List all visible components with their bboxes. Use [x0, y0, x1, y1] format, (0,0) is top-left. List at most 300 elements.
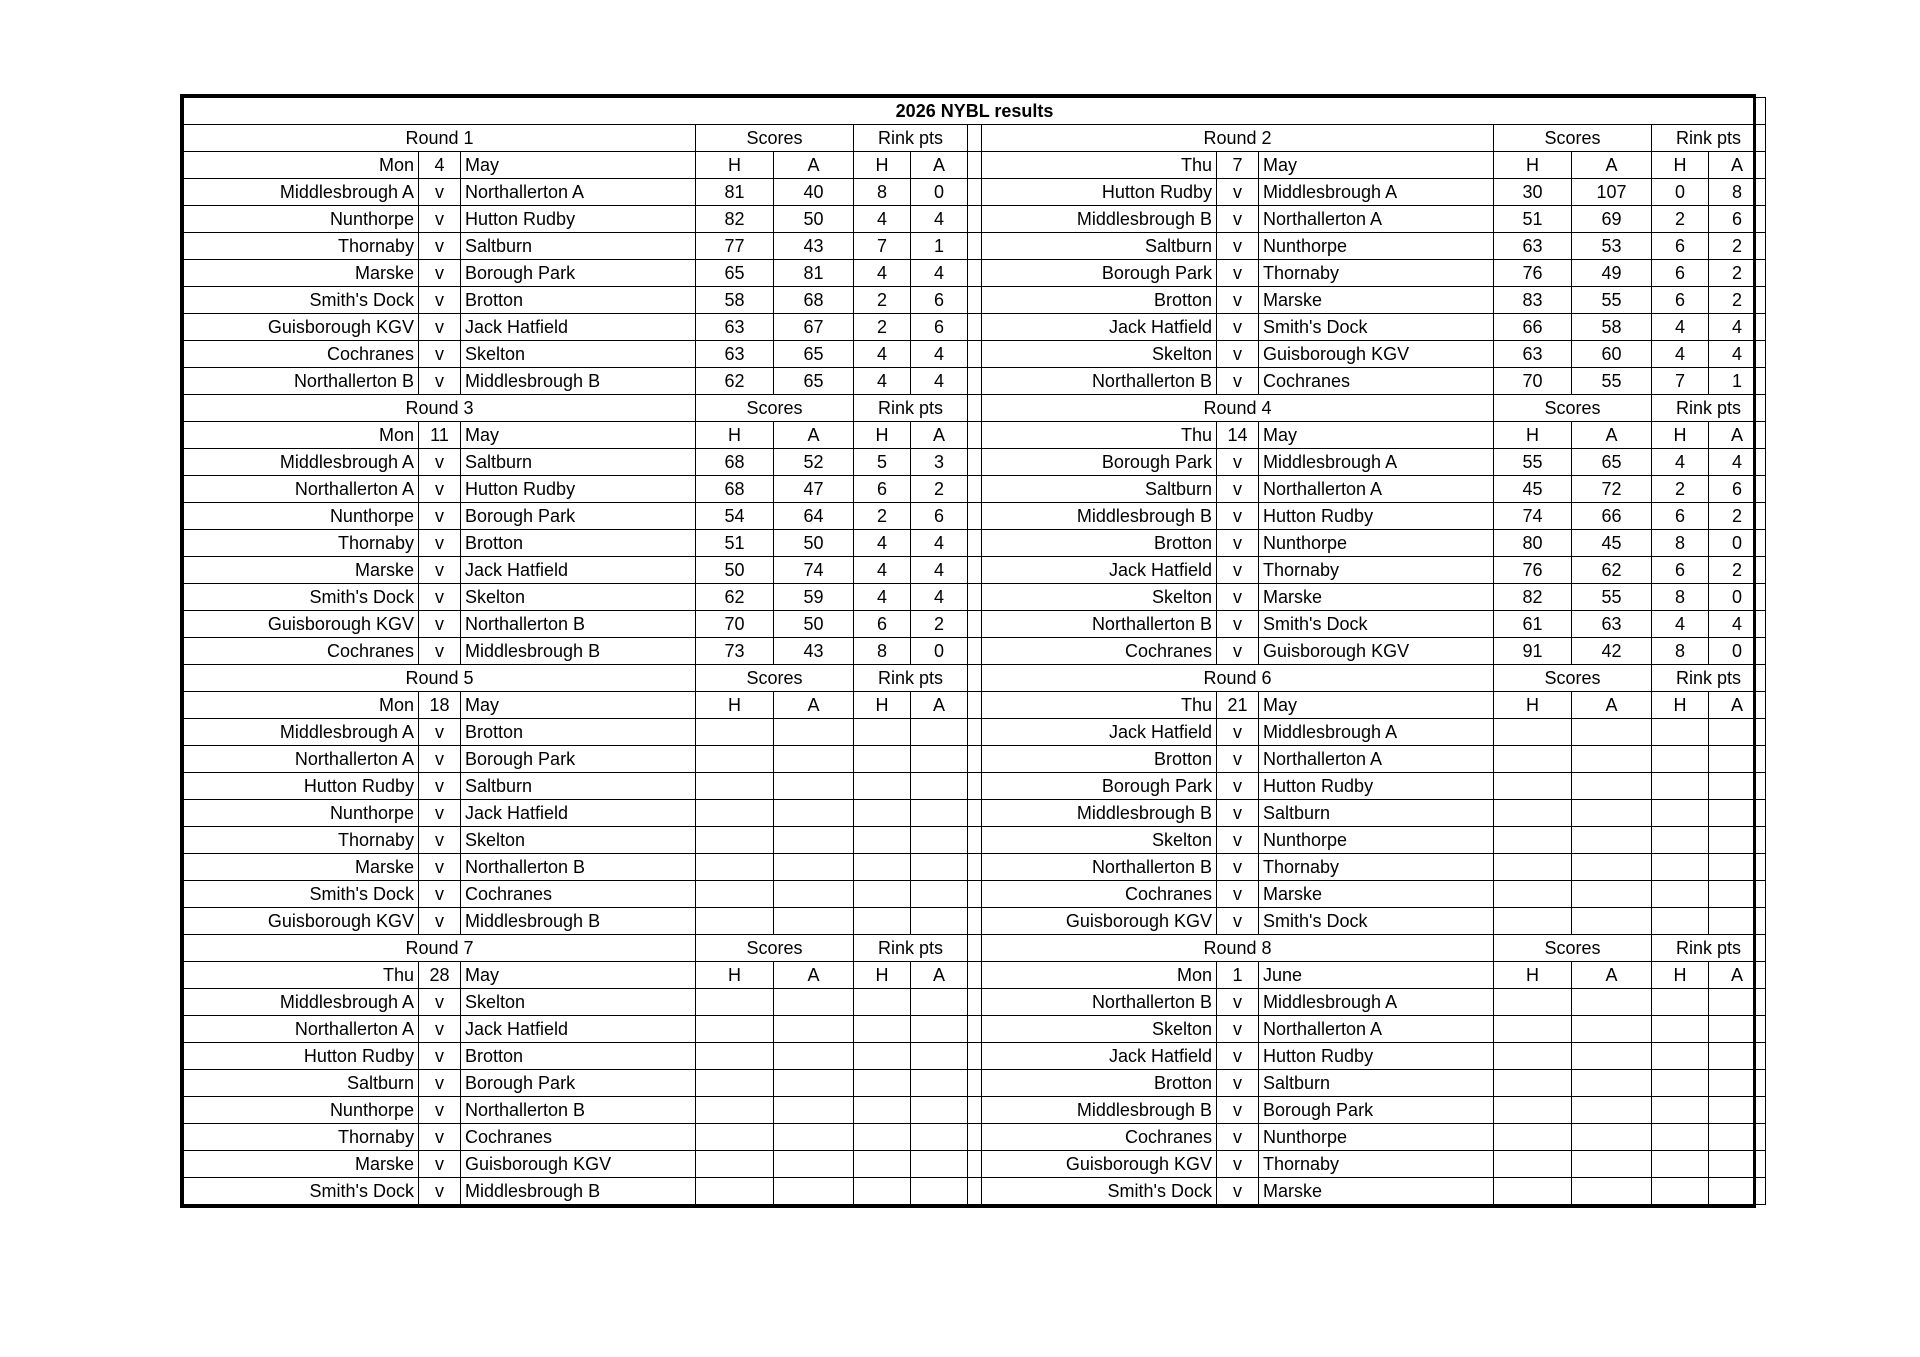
away-score: 67 [774, 314, 854, 341]
results-body [184, 98, 1766, 1205]
away-score [774, 1043, 854, 1070]
home-rink-pts: 6 [1652, 260, 1709, 287]
column-gap [968, 341, 982, 368]
home-team: Northallerton B [184, 368, 419, 395]
home-rink-pts [1652, 746, 1709, 773]
versus: v [1217, 746, 1259, 773]
home-rink-pts: 5 [854, 449, 911, 476]
home-score [1494, 827, 1572, 854]
away-team: Nunthorpe [1259, 1124, 1494, 1151]
away-rink-pts [1709, 854, 1766, 881]
away-team: Hutton Rudby [1259, 503, 1494, 530]
column-gap [968, 989, 982, 1016]
column-gap [968, 1178, 982, 1205]
away-score [1572, 800, 1652, 827]
away-rink-pts: 6 [911, 314, 968, 341]
column-gap [968, 719, 982, 746]
versus: v [419, 233, 461, 260]
away-team: Hutton Rudby [1259, 1043, 1494, 1070]
home-rink-pts: 6 [854, 476, 911, 503]
home-rink-pts: 4 [854, 206, 911, 233]
match-row [184, 341, 1766, 368]
home-score: 82 [696, 206, 774, 233]
home-team: Smith's Dock [184, 1178, 419, 1205]
rink-pts-header: Rink pts [1652, 395, 1766, 422]
away-score: 68 [774, 287, 854, 314]
column-gap [968, 881, 982, 908]
home-score [1494, 908, 1572, 935]
match-row [184, 773, 1766, 800]
home-score [696, 1016, 774, 1043]
home-rink-pts: 4 [854, 341, 911, 368]
round-header-row [184, 935, 1766, 962]
away-rink-pts [911, 1070, 968, 1097]
rink-home-label: H [854, 692, 911, 719]
home-score: 74 [1494, 503, 1572, 530]
sheet-title: 2026 NYBL results [184, 98, 1766, 125]
versus: v [419, 1178, 461, 1205]
away-rink-pts [1709, 746, 1766, 773]
scores-header: Scores [1494, 935, 1652, 962]
versus: v [1217, 179, 1259, 206]
versus: v [1217, 584, 1259, 611]
column-gap [968, 233, 982, 260]
match-row [184, 854, 1766, 881]
away-rink-pts: 4 [911, 368, 968, 395]
home-rink-pts: 4 [1652, 449, 1709, 476]
versus: v [1217, 989, 1259, 1016]
rink-pts-header: Rink pts [854, 935, 968, 962]
home-team: Saltburn [184, 1070, 419, 1097]
home-score: 50 [696, 557, 774, 584]
home-team: Hutton Rudby [184, 1043, 419, 1070]
away-rink-pts [911, 1016, 968, 1043]
versus: v [419, 1124, 461, 1151]
rink-away-label: A [911, 422, 968, 449]
home-team: Brotton [982, 746, 1217, 773]
scores-away-label: A [774, 152, 854, 179]
home-team: Smith's Dock [184, 584, 419, 611]
column-gap [968, 125, 982, 152]
scores-away-label: A [774, 962, 854, 989]
column-gap [968, 908, 982, 935]
rink-away-label: A [911, 962, 968, 989]
away-team: Jack Hatfield [461, 1016, 696, 1043]
home-team: Thornaby [184, 530, 419, 557]
away-rink-pts [1709, 1043, 1766, 1070]
rink-away-label: A [1709, 422, 1766, 449]
away-team: Marske [1259, 584, 1494, 611]
home-score [696, 1124, 774, 1151]
versus: v [419, 179, 461, 206]
round-month: May [1259, 152, 1494, 179]
match-row [184, 287, 1766, 314]
away-score: 107 [1572, 179, 1652, 206]
date-row [184, 422, 1766, 449]
home-team: Guisborough KGV [982, 1151, 1217, 1178]
away-score: 52 [774, 449, 854, 476]
round-header-row [184, 395, 1766, 422]
versus: v [1217, 233, 1259, 260]
versus: v [1217, 638, 1259, 665]
column-gap [968, 584, 982, 611]
home-score [696, 746, 774, 773]
away-rink-pts [911, 908, 968, 935]
away-team: Smith's Dock [1259, 611, 1494, 638]
match-row [184, 1016, 1766, 1043]
round-title: Round 6 [982, 665, 1494, 692]
away-rink-pts: 6 [911, 287, 968, 314]
match-row [184, 800, 1766, 827]
home-team: Brotton [982, 530, 1217, 557]
away-team: Hutton Rudby [461, 206, 696, 233]
away-rink-pts [911, 800, 968, 827]
match-row [184, 179, 1766, 206]
away-team: Nunthorpe [1259, 827, 1494, 854]
home-team: Jack Hatfield [982, 557, 1217, 584]
round-date: 1 [1217, 962, 1259, 989]
home-rink-pts: 8 [854, 638, 911, 665]
column-gap [968, 476, 982, 503]
away-rink-pts: 4 [1709, 341, 1766, 368]
round-date: 14 [1217, 422, 1259, 449]
home-rink-pts [854, 1016, 911, 1043]
match-row [184, 827, 1766, 854]
away-team: Jack Hatfield [461, 800, 696, 827]
home-rink-pts [1652, 773, 1709, 800]
column-gap [968, 773, 982, 800]
versus: v [1217, 1124, 1259, 1151]
column-gap [968, 611, 982, 638]
rink-home-label: H [1652, 692, 1709, 719]
column-gap [968, 152, 982, 179]
away-team: Saltburn [1259, 800, 1494, 827]
home-score: 63 [696, 314, 774, 341]
away-score [774, 908, 854, 935]
away-rink-pts [1709, 908, 1766, 935]
match-row [184, 908, 1766, 935]
round-month: May [461, 422, 696, 449]
away-score: 58 [1572, 314, 1652, 341]
home-rink-pts [854, 1043, 911, 1070]
away-score [1572, 1070, 1652, 1097]
home-team: Guisborough KGV [184, 314, 419, 341]
away-rink-pts: 2 [1709, 260, 1766, 287]
home-score: 77 [696, 233, 774, 260]
column-gap [968, 530, 982, 557]
home-rink-pts [1652, 1070, 1709, 1097]
home-rink-pts: 4 [854, 530, 911, 557]
away-score: 50 [774, 206, 854, 233]
home-team: Cochranes [982, 881, 1217, 908]
round-title: Round 1 [184, 125, 696, 152]
match-row [184, 1178, 1766, 1205]
away-rink-pts [1709, 1178, 1766, 1205]
column-gap [968, 1151, 982, 1178]
away-rink-pts [1709, 800, 1766, 827]
away-score: 45 [1572, 530, 1652, 557]
home-team: Middlesbrough A [184, 449, 419, 476]
scores-home-label: H [696, 692, 774, 719]
home-score: 76 [1494, 557, 1572, 584]
home-score: 51 [696, 530, 774, 557]
scores-header: Scores [1494, 125, 1652, 152]
round-title: Round 8 [982, 935, 1494, 962]
away-team: Thornaby [1259, 1151, 1494, 1178]
away-team: Hutton Rudby [461, 476, 696, 503]
away-score: 63 [1572, 611, 1652, 638]
home-score: 68 [696, 449, 774, 476]
home-score: 65 [696, 260, 774, 287]
home-team: Thornaby [184, 233, 419, 260]
match-row [184, 233, 1766, 260]
away-team: Northallerton A [1259, 1016, 1494, 1043]
away-score [774, 1016, 854, 1043]
home-rink-pts: 8 [1652, 530, 1709, 557]
away-rink-pts [911, 1124, 968, 1151]
versus: v [1217, 557, 1259, 584]
away-team: Saltburn [461, 773, 696, 800]
versus: v [1217, 611, 1259, 638]
home-rink-pts [854, 773, 911, 800]
rink-pts-header: Rink pts [1652, 935, 1766, 962]
away-team: Borough Park [461, 746, 696, 773]
results-table [183, 97, 1766, 1205]
away-team: Jack Hatfield [461, 314, 696, 341]
versus: v [419, 989, 461, 1016]
scores-home-label: H [696, 962, 774, 989]
away-rink-pts [911, 1097, 968, 1124]
away-rink-pts: 4 [911, 530, 968, 557]
column-gap [968, 179, 982, 206]
away-team: Thornaby [1259, 557, 1494, 584]
home-score [696, 1070, 774, 1097]
home-score [696, 1151, 774, 1178]
away-score: 64 [774, 503, 854, 530]
away-team: Northallerton B [461, 1097, 696, 1124]
away-score [774, 881, 854, 908]
away-team: Saltburn [461, 233, 696, 260]
away-team: Brotton [461, 719, 696, 746]
round-date: 11 [419, 422, 461, 449]
scores-away-label: A [774, 422, 854, 449]
column-gap [968, 206, 982, 233]
round-day: Mon [982, 962, 1217, 989]
home-score: 58 [696, 287, 774, 314]
scores-header: Scores [696, 395, 854, 422]
home-score: 45 [1494, 476, 1572, 503]
away-team: Skelton [461, 584, 696, 611]
round-day: Thu [184, 962, 419, 989]
away-team: Saltburn [461, 449, 696, 476]
away-score [1572, 854, 1652, 881]
home-team: Borough Park [982, 773, 1217, 800]
versus: v [419, 314, 461, 341]
match-row [184, 368, 1766, 395]
versus: v [1217, 287, 1259, 314]
away-team: Skelton [461, 827, 696, 854]
away-score [1572, 1151, 1652, 1178]
home-rink-pts [854, 719, 911, 746]
home-team: Marske [184, 1151, 419, 1178]
away-team: Middlesbrough A [1259, 179, 1494, 206]
versus: v [1217, 1097, 1259, 1124]
away-score [1572, 1097, 1652, 1124]
away-team: Middlesbrough B [461, 908, 696, 935]
home-score [1494, 746, 1572, 773]
scores-home-label: H [1494, 422, 1572, 449]
match-row [184, 584, 1766, 611]
round-day: Thu [982, 422, 1217, 449]
away-team: Smith's Dock [1259, 314, 1494, 341]
home-score: 62 [696, 584, 774, 611]
away-rink-pts: 4 [911, 260, 968, 287]
home-team: Cochranes [184, 638, 419, 665]
away-score: 43 [774, 638, 854, 665]
home-rink-pts: 2 [1652, 206, 1709, 233]
scores-home-label: H [696, 422, 774, 449]
versus: v [419, 827, 461, 854]
versus: v [419, 1097, 461, 1124]
away-rink-pts: 6 [911, 503, 968, 530]
home-team: Nunthorpe [184, 206, 419, 233]
away-score: 66 [1572, 503, 1652, 530]
away-rink-pts [911, 854, 968, 881]
away-team: Middlesbrough B [461, 638, 696, 665]
column-gap [968, 422, 982, 449]
match-row [184, 314, 1766, 341]
home-rink-pts [854, 1178, 911, 1205]
home-team: Hutton Rudby [184, 773, 419, 800]
versus: v [419, 530, 461, 557]
home-team: Saltburn [982, 233, 1217, 260]
home-team: Northallerton B [982, 989, 1217, 1016]
home-rink-pts [1652, 719, 1709, 746]
date-row [184, 152, 1766, 179]
home-score [1494, 989, 1572, 1016]
rink-pts-header: Rink pts [1652, 665, 1766, 692]
home-rink-pts: 2 [854, 314, 911, 341]
away-team: Brotton [461, 530, 696, 557]
versus: v [1217, 341, 1259, 368]
home-score: 81 [696, 179, 774, 206]
home-rink-pts [1652, 881, 1709, 908]
away-team: Northallerton A [1259, 206, 1494, 233]
home-score: 68 [696, 476, 774, 503]
home-rink-pts [854, 746, 911, 773]
scores-header: Scores [1494, 395, 1652, 422]
round-day: Mon [184, 422, 419, 449]
versus: v [1217, 260, 1259, 287]
home-rink-pts: 6 [1652, 557, 1709, 584]
away-team: Marske [1259, 287, 1494, 314]
versus: v [1217, 314, 1259, 341]
column-gap [968, 557, 982, 584]
away-score: 43 [774, 233, 854, 260]
home-score [1494, 719, 1572, 746]
away-team: Brotton [461, 1043, 696, 1070]
away-rink-pts [1709, 1151, 1766, 1178]
scores-away-label: A [1572, 422, 1652, 449]
versus: v [1217, 827, 1259, 854]
match-row [184, 476, 1766, 503]
versus: v [419, 449, 461, 476]
away-score [774, 989, 854, 1016]
away-team: Borough Park [461, 503, 696, 530]
home-rink-pts: 4 [1652, 341, 1709, 368]
away-rink-pts: 3 [911, 449, 968, 476]
home-rink-pts: 2 [854, 287, 911, 314]
match-row [184, 881, 1766, 908]
match-row [184, 530, 1766, 557]
home-team: Cochranes [982, 1124, 1217, 1151]
home-rink-pts [1652, 1016, 1709, 1043]
column-gap [968, 1070, 982, 1097]
home-rink-pts [1652, 854, 1709, 881]
away-score: 55 [1572, 368, 1652, 395]
away-team: Thornaby [1259, 854, 1494, 881]
column-gap [968, 827, 982, 854]
rink-home-label: H [1652, 422, 1709, 449]
rink-home-label: H [854, 152, 911, 179]
home-team: Smith's Dock [184, 881, 419, 908]
away-score [1572, 881, 1652, 908]
away-score: 65 [774, 341, 854, 368]
away-score: 42 [1572, 638, 1652, 665]
away-score: 65 [774, 368, 854, 395]
away-team: Cochranes [461, 1124, 696, 1151]
home-rink-pts: 4 [1652, 314, 1709, 341]
home-score: 73 [696, 638, 774, 665]
match-row [184, 1070, 1766, 1097]
home-score [1494, 1016, 1572, 1043]
away-score: 81 [774, 260, 854, 287]
home-score: 70 [1494, 368, 1572, 395]
versus: v [1217, 1016, 1259, 1043]
home-rink-pts [1652, 827, 1709, 854]
versus: v [419, 1043, 461, 1070]
rink-pts-header: Rink pts [854, 125, 968, 152]
match-row [184, 1043, 1766, 1070]
versus: v [1217, 1151, 1259, 1178]
match-row [184, 719, 1766, 746]
home-rink-pts [854, 1097, 911, 1124]
home-rink-pts: 6 [1652, 233, 1709, 260]
away-score [1572, 773, 1652, 800]
away-score [774, 1097, 854, 1124]
versus: v [419, 206, 461, 233]
home-rink-pts: 2 [1652, 476, 1709, 503]
column-gap [968, 449, 982, 476]
away-score [774, 1178, 854, 1205]
versus: v [419, 557, 461, 584]
away-score [1572, 746, 1652, 773]
round-title: Round 4 [982, 395, 1494, 422]
home-score [696, 881, 774, 908]
away-score: 55 [1572, 287, 1652, 314]
round-date: 4 [419, 152, 461, 179]
versus: v [1217, 368, 1259, 395]
round-month: June [1259, 962, 1494, 989]
away-score: 50 [774, 530, 854, 557]
home-team: Marske [184, 557, 419, 584]
home-team: Middlesbrough A [184, 989, 419, 1016]
home-team: Borough Park [982, 260, 1217, 287]
away-team: Northallerton A [1259, 746, 1494, 773]
match-row [184, 503, 1766, 530]
away-team: Middlesbrough A [1259, 989, 1494, 1016]
home-score: 63 [696, 341, 774, 368]
